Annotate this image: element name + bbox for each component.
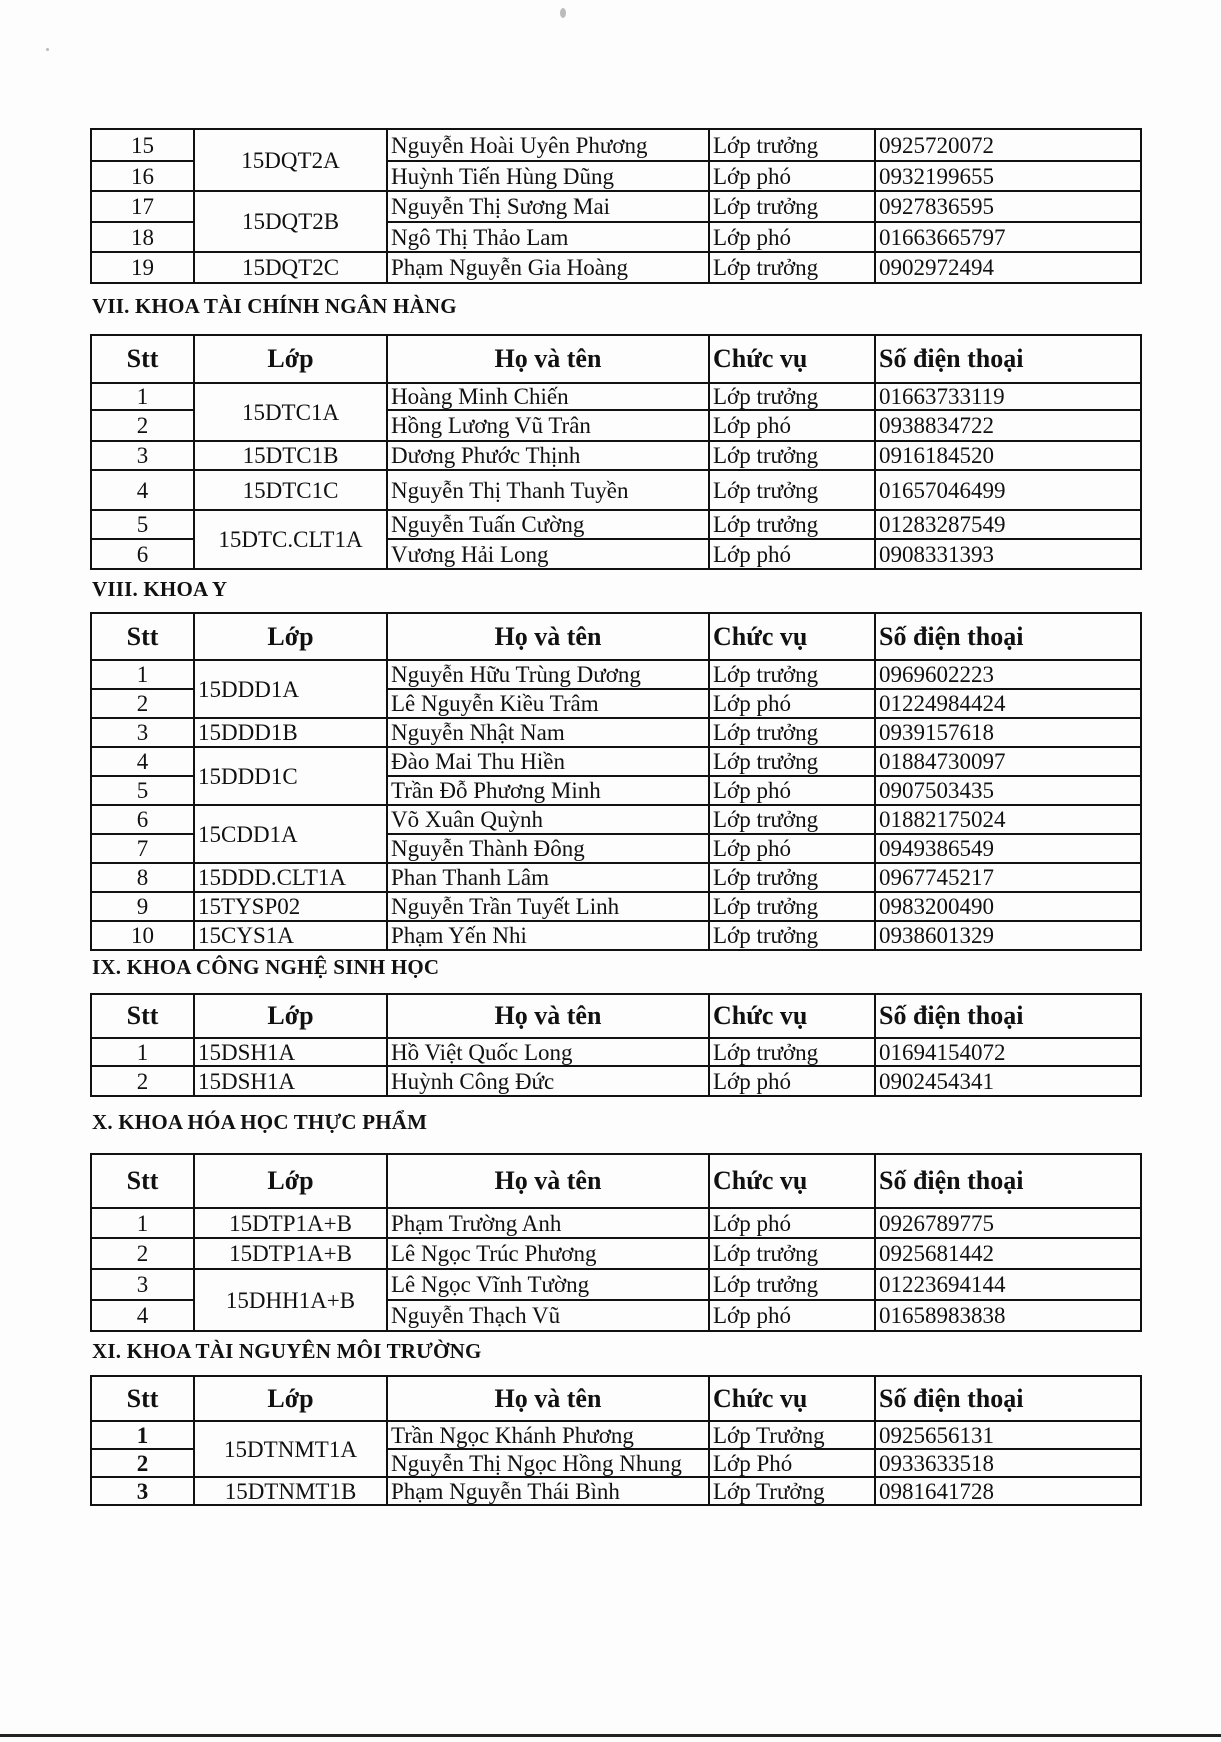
- table-hoa-hoc-thuc-pham: [90, 1153, 1142, 1332]
- phone-cell: 0938834722: [875, 410, 1141, 441]
- phone-cell: 0932199655: [875, 161, 1141, 191]
- class-cell: 15DSH1A: [194, 1038, 387, 1066]
- header-phone: Số điện thoại: [875, 1154, 1141, 1208]
- table-row: [91, 129, 1141, 161]
- class-cell: 15DDD1B: [194, 718, 387, 747]
- header-lop: Lớp: [194, 1154, 387, 1208]
- table-khoa-y: [90, 612, 1142, 951]
- table-row: [91, 1421, 1141, 1449]
- role-cell: Lớp trưởng: [709, 747, 875, 776]
- name-cell: Phạm Nguyễn Thái Bình: [387, 1477, 709, 1505]
- stt-cell: 16: [91, 161, 194, 191]
- name-cell: Huỳnh Tiến Hùng Dũng: [387, 161, 709, 191]
- stt-cell: 4: [91, 1300, 194, 1331]
- role-cell: Lớp Trưởng: [709, 1421, 875, 1449]
- phone-cell: 0927836595: [875, 191, 1141, 222]
- phone-cell: 0938601329: [875, 921, 1141, 950]
- role-cell: Lớp trưởng: [709, 1238, 875, 1269]
- table-header-row: [91, 335, 1141, 383]
- role-cell: Lớp trưởng: [709, 921, 875, 950]
- class-cell: 15DQT2B: [194, 191, 387, 252]
- phone-cell: 01882175024: [875, 805, 1141, 834]
- name-cell: Lê Nguyễn Kiều Trâm: [387, 689, 709, 718]
- phone-cell: 0902972494: [875, 252, 1141, 283]
- stt-cell: 4: [91, 747, 194, 776]
- role-cell: Lớp trưởng: [709, 252, 875, 283]
- role-cell: Lớp phó: [709, 161, 875, 191]
- phone-cell: 01224984424: [875, 689, 1141, 718]
- stt-cell: 1: [91, 1038, 194, 1066]
- header-lop: Lớp: [194, 335, 387, 383]
- section-title-khoa-y: VIII. KHOA Y: [92, 577, 228, 601]
- class-cell: 15DQT2A: [194, 129, 387, 191]
- table-cong-nghe-sinh-hoc: [90, 993, 1142, 1097]
- table-tai-nguyen-moi-truong: [90, 1375, 1142, 1506]
- stt-cell: 7: [91, 834, 194, 863]
- header-phone: Số điện thoại: [875, 335, 1141, 383]
- class-cell: 15DTC1C: [194, 470, 387, 510]
- stt-cell: 2: [91, 1449, 194, 1477]
- role-cell: Lớp trưởng: [709, 1038, 875, 1066]
- stt-cell: 17: [91, 191, 194, 222]
- header-stt: Stt: [91, 613, 194, 660]
- header-stt: Stt: [91, 335, 194, 383]
- phone-cell: 0939157618: [875, 718, 1141, 747]
- header-phone: Số điện thoại: [875, 994, 1141, 1038]
- stt-cell: 6: [91, 805, 194, 834]
- table-tai-chinh-ngan-hang: [90, 334, 1142, 570]
- role-cell: Lớp phó: [709, 1066, 875, 1096]
- role-cell: Lớp trưởng: [709, 1269, 875, 1300]
- table-row: [91, 1208, 1141, 1238]
- table-row: [91, 1269, 1141, 1300]
- header-role: Chức vụ: [709, 1376, 875, 1421]
- name-cell: Nguyễn Hữu Trùng Dương: [387, 660, 709, 689]
- role-cell: Lớp phó: [709, 689, 875, 718]
- header-name: Họ và tên: [387, 335, 709, 383]
- name-cell: Phạm Nguyễn Gia Hoàng: [387, 252, 709, 283]
- role-cell: Lớp phó: [709, 1208, 875, 1238]
- table-row: [91, 1038, 1141, 1066]
- name-cell: Hồ Việt Quốc Long: [387, 1038, 709, 1066]
- stt-cell: 3: [91, 718, 194, 747]
- class-cell: 15DDD.CLT1A: [194, 863, 387, 892]
- role-cell: Lớp trưởng: [709, 470, 875, 510]
- scan-speck: [560, 8, 566, 18]
- name-cell: Nguyễn Tuấn Cường: [387, 510, 709, 539]
- stt-cell: 1: [91, 1208, 194, 1238]
- role-cell: Lớp phó: [709, 834, 875, 863]
- stt-cell: 2: [91, 1238, 194, 1269]
- class-cell: 15DQT2C: [194, 252, 387, 283]
- phone-cell: 0983200490: [875, 892, 1141, 921]
- class-cell: 15DTP1A+B: [194, 1238, 387, 1269]
- table-row: [91, 1066, 1141, 1096]
- header-stt: Stt: [91, 994, 194, 1038]
- class-cell: 15DTNMT1A: [194, 1421, 387, 1477]
- phone-cell: 01663665797: [875, 222, 1141, 252]
- class-cell: 15DTC.CLT1A: [194, 510, 387, 569]
- stt-cell: 15: [91, 129, 194, 161]
- phone-cell: 0981641728: [875, 1477, 1141, 1505]
- role-cell: Lớp phó: [709, 1300, 875, 1331]
- header-role: Chức vụ: [709, 994, 875, 1038]
- name-cell: Phạm Yến Nhi: [387, 921, 709, 950]
- page-bottom-edge: [0, 1734, 1221, 1737]
- name-cell: Nguyễn Thành Đông: [387, 834, 709, 863]
- name-cell: Nguyễn Thị Thanh Tuyền: [387, 470, 709, 510]
- stt-cell: 19: [91, 252, 194, 283]
- table-row: [91, 383, 1141, 410]
- header-name: Họ và tên: [387, 994, 709, 1038]
- header-stt: Stt: [91, 1154, 194, 1208]
- role-cell: Lớp trưởng: [709, 805, 875, 834]
- phone-cell: 01283287549: [875, 510, 1141, 539]
- table-row: [91, 718, 1141, 747]
- table-row: [91, 441, 1141, 470]
- phone-cell: 01657046499: [875, 470, 1141, 510]
- stt-cell: 5: [91, 510, 194, 539]
- table-header-row: [91, 1376, 1141, 1421]
- name-cell: Nguyễn Nhật Nam: [387, 718, 709, 747]
- table-header-row: [91, 1154, 1141, 1208]
- phone-cell: 0969602223: [875, 660, 1141, 689]
- name-cell: Hoàng Minh Chiến: [387, 383, 709, 410]
- header-name: Họ và tên: [387, 1154, 709, 1208]
- name-cell: Đào Mai Thu Hiền: [387, 747, 709, 776]
- role-cell: Lớp trưởng: [709, 892, 875, 921]
- header-lop: Lớp: [194, 613, 387, 660]
- table-row: [91, 1238, 1141, 1269]
- phone-cell: 0925656131: [875, 1421, 1141, 1449]
- name-cell: Nguyễn Hoài Uyên Phương: [387, 129, 709, 161]
- header-role: Chức vụ: [709, 1154, 875, 1208]
- role-cell: Lớp phó: [709, 776, 875, 805]
- table-row: [91, 863, 1141, 892]
- header-role: Chức vụ: [709, 613, 875, 660]
- table-row: [91, 892, 1141, 921]
- name-cell: Lê Ngọc Vĩnh Tường: [387, 1269, 709, 1300]
- name-cell: Ngô Thị Thảo Lam: [387, 222, 709, 252]
- phone-cell: 0902454341: [875, 1066, 1141, 1096]
- phone-cell: 01663733119: [875, 383, 1141, 410]
- table-row: [91, 510, 1141, 539]
- stt-cell: 10: [91, 921, 194, 950]
- class-cell: 15DTP1A+B: [194, 1208, 387, 1238]
- table-row: [91, 660, 1141, 689]
- phone-cell: 0908331393: [875, 539, 1141, 569]
- class-cell: 15DTC1A: [194, 383, 387, 441]
- class-cell: 15CDD1A: [194, 805, 387, 863]
- header-role: Chức vụ: [709, 335, 875, 383]
- role-cell: Lớp trưởng: [709, 383, 875, 410]
- stt-cell: 6: [91, 539, 194, 569]
- section-title-tai-nguyen-moi-truong: XI. KHOA TÀI NGUYÊN MÔI TRƯỜNG: [92, 1339, 482, 1363]
- name-cell: Vương Hải Long: [387, 539, 709, 569]
- phone-cell: 01884730097: [875, 747, 1141, 776]
- name-cell: Trần Ngọc Khánh Phương: [387, 1421, 709, 1449]
- phone-cell: 0916184520: [875, 441, 1141, 470]
- class-cell: 15DSH1A: [194, 1066, 387, 1096]
- table-header-row: [91, 994, 1141, 1038]
- section-title-hoa-hoc-thuc-pham: X. KHOA HÓA HỌC THỰC PHẨM: [92, 1110, 428, 1134]
- role-cell: Lớp phó: [709, 539, 875, 569]
- stt-cell: 2: [91, 689, 194, 718]
- name-cell: Huỳnh Công Đức: [387, 1066, 709, 1096]
- class-cell: 15DTNMT1B: [194, 1477, 387, 1505]
- table-row: [91, 747, 1141, 776]
- header-phone: Số điện thoại: [875, 613, 1141, 660]
- class-cell: 15DTC1B: [194, 441, 387, 470]
- role-cell: Lớp trưởng: [709, 441, 875, 470]
- table-row: [91, 921, 1141, 950]
- role-cell: Lớp Phó: [709, 1449, 875, 1477]
- role-cell: Lớp trưởng: [709, 660, 875, 689]
- stt-cell: 4: [91, 470, 194, 510]
- role-cell: Lớp trưởng: [709, 129, 875, 161]
- scan-speck: [46, 48, 49, 51]
- stt-cell: 18: [91, 222, 194, 252]
- role-cell: Lớp trưởng: [709, 863, 875, 892]
- phone-cell: 01223694144: [875, 1269, 1141, 1300]
- phone-cell: 0926789775: [875, 1208, 1141, 1238]
- stt-cell: 2: [91, 1066, 194, 1096]
- stt-cell: 1: [91, 1421, 194, 1449]
- header-lop: Lớp: [194, 1376, 387, 1421]
- stt-cell: 1: [91, 383, 194, 410]
- table-row: [91, 191, 1141, 222]
- phone-cell: 0925720072: [875, 129, 1141, 161]
- phone-cell: 0967745217: [875, 863, 1141, 892]
- name-cell: Nguyễn Trần Tuyết Linh: [387, 892, 709, 921]
- stt-cell: 2: [91, 410, 194, 441]
- phone-cell: 01694154072: [875, 1038, 1141, 1066]
- header-lop: Lớp: [194, 994, 387, 1038]
- name-cell: Nguyễn Thị Sương Mai: [387, 191, 709, 222]
- class-cell: 15TYSP02: [194, 892, 387, 921]
- table-row: [91, 470, 1141, 510]
- role-cell: Lớp Trưởng: [709, 1477, 875, 1505]
- name-cell: Phan Thanh Lâm: [387, 863, 709, 892]
- role-cell: Lớp trưởng: [709, 510, 875, 539]
- stt-cell: 3: [91, 1269, 194, 1300]
- role-cell: Lớp phó: [709, 410, 875, 441]
- phone-cell: 0933633518: [875, 1449, 1141, 1477]
- stt-cell: 3: [91, 1477, 194, 1505]
- header-name: Họ và tên: [387, 613, 709, 660]
- phone-cell: 01658983838: [875, 1300, 1141, 1331]
- name-cell: Hồng Lương Vũ Trân: [387, 410, 709, 441]
- table-row: [91, 252, 1141, 283]
- phone-cell: 0949386549: [875, 834, 1141, 863]
- stt-cell: 1: [91, 660, 194, 689]
- role-cell: Lớp phó: [709, 222, 875, 252]
- table-header-row: [91, 613, 1141, 660]
- name-cell: Nguyễn Thạch Vũ: [387, 1300, 709, 1331]
- table-row: [91, 805, 1141, 834]
- name-cell: Trần Đỗ Phương Minh: [387, 776, 709, 805]
- role-cell: Lớp trưởng: [709, 718, 875, 747]
- header-name: Họ và tên: [387, 1376, 709, 1421]
- stt-cell: 9: [91, 892, 194, 921]
- class-cell: 15CYS1A: [194, 921, 387, 950]
- name-cell: Lê Ngọc Trúc Phương: [387, 1238, 709, 1269]
- header-stt: Stt: [91, 1376, 194, 1421]
- table-row: [91, 1477, 1141, 1505]
- header-phone: Số điện thoại: [875, 1376, 1141, 1421]
- table-khoa-quan-tri: [90, 128, 1142, 284]
- name-cell: Phạm Trường Anh: [387, 1208, 709, 1238]
- name-cell: Dương Phước Thịnh: [387, 441, 709, 470]
- role-cell: Lớp trưởng: [709, 191, 875, 222]
- stt-cell: 8: [91, 863, 194, 892]
- name-cell: Nguyễn Thị Ngọc Hồng Nhung: [387, 1449, 709, 1477]
- phone-cell: 0925681442: [875, 1238, 1141, 1269]
- class-cell: 15DDD1C: [194, 747, 387, 805]
- class-cell: 15DHH1A+B: [194, 1269, 387, 1331]
- section-title-cong-nghe-sinh-hoc: IX. KHOA CÔNG NGHỆ SINH HỌC: [92, 955, 440, 979]
- stt-cell: 5: [91, 776, 194, 805]
- class-cell: 15DDD1A: [194, 660, 387, 718]
- stt-cell: 3: [91, 441, 194, 470]
- section-title-tai-chinh: VII. KHOA TÀI CHÍNH NGÂN HÀNG: [92, 294, 457, 318]
- name-cell: Võ Xuân Quỳnh: [387, 805, 709, 834]
- phone-cell: 0907503435: [875, 776, 1141, 805]
